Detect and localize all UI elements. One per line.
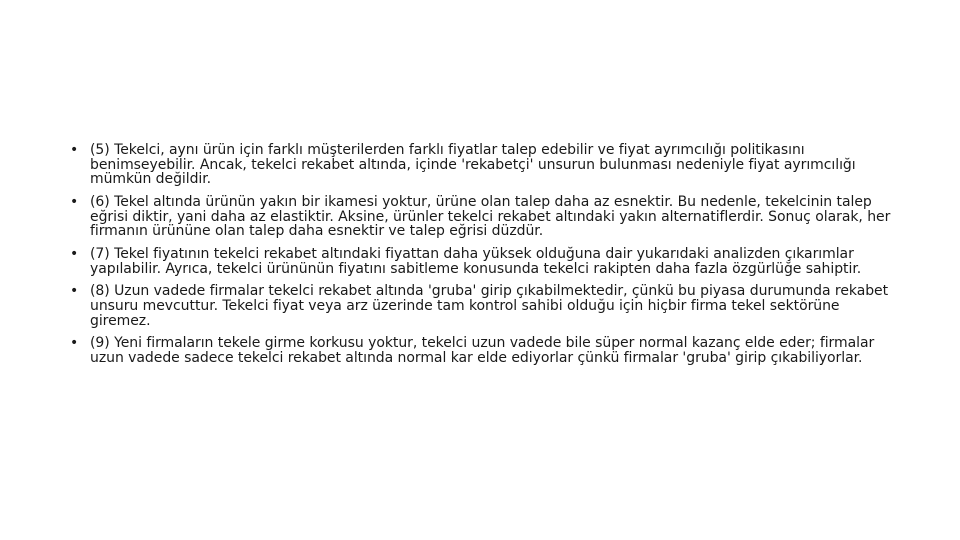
bullet-text: (5) Tekelci, aynı ürün için farklı müşterilerden farklı fiyatlar talep edebilir ve fiyat ayrımcılığı politikasını benimseyebilir. Ancak, tekelci rekabet altında, içinde 'rekabetçi' unsurun bulunması nedeniyle fiyat ayrımcılığı mümkün değildir. (90, 142, 856, 188)
bullet-item-8 (70, 284, 900, 328)
bullet-item-5 (70, 143, 900, 187)
bullet-list (70, 143, 900, 365)
bullet-text: (7) Tekel fiyatının tekelci rekabet altındaki fiyattan daha yüksek olduğuna dair yukarıdaki analizden çıkarımlar yapılabilir. Ayrıca, tekelci ürününün fiyatını sabitleme konusunda tekelci rakipten daha fazla özgürlüğe sahiptir. (90, 245, 862, 277)
bullet-item-6 (70, 195, 900, 239)
bullet-marker: • (70, 193, 79, 210)
bullet-marker: • (70, 142, 79, 158)
bullet-item-9 (70, 336, 900, 365)
bullet-marker: • (70, 245, 79, 262)
bullet-text: (8) Uzun vadede firmalar tekelci rekabet altında 'gruba' girip çıkabilmektedir, çünkü bu piyasa durumunda rekabet unsuru mevcuttur. Tekelci fiyat veya arz üzerinde tam kontrol sahibi olduğu için hiçbir firma tekel sektörüne giremez. (90, 283, 889, 329)
bullet-marker: • (70, 335, 79, 352)
bullet-marker: • (70, 283, 79, 300)
bullet-item-7 (70, 247, 900, 276)
bullet-text: (6) Tekel altında ürünün yakın bir ikamesi yoktur, ürüne olan talep daha az esnektir. Bu nedenle, tekelcinin talep eğrisi diktir, yani daha az elastiktir. Aksine, ürünler tekelci rekabet altındaki yakın alternatiflerdir. Sonuç olarak, her firmanın ürününe olan talep daha esnektir ve talep eğrisi düzdür. (90, 193, 891, 240)
bullet-text: (9) Yeni firmaların tekele girme korkusu yoktur, tekelci uzun vadede bile süper normal kazanç elde eder; firmalar uzun vadede sadece tekelci rekabet altında normal kar elde ediyorlar çünkü firmalar 'gruba' girip çıkabiliyorlar. (90, 335, 875, 366)
